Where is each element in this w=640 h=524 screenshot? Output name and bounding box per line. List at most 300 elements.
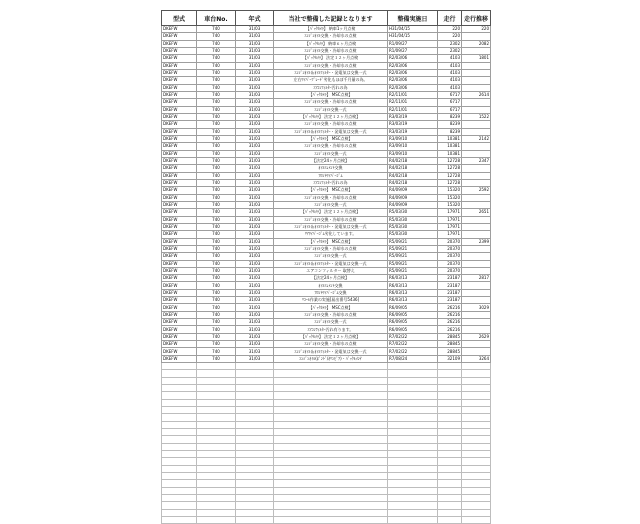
empty-cell (388, 473, 438, 480)
cell-year: 31/03 (236, 194, 274, 201)
cell-chassis-no: 740 (197, 238, 236, 245)
cell-date: R1/09/27 (388, 47, 438, 54)
empty-cell (274, 414, 388, 421)
cell-date: R2/03/06 (388, 69, 438, 76)
empty-cell (462, 436, 491, 443)
empty-cell (438, 487, 462, 494)
empty-cell (438, 451, 462, 458)
cell-mileage: 17971 (438, 216, 462, 223)
cell-mileage-delta: 2082 (462, 40, 491, 47)
cell-model: DKEFW (162, 77, 197, 84)
cell-model: DKEFW (162, 62, 197, 69)
cell-chassis-no: 740 (197, 333, 236, 340)
table-row (162, 121, 491, 128)
cell-model: DKEFW (162, 26, 197, 33)
cell-chassis-no: 740 (197, 40, 236, 47)
empty-cell (162, 392, 197, 399)
cell-date: R6/03/13 (388, 297, 438, 304)
table-body (162, 26, 491, 524)
empty-cell (236, 473, 274, 480)
empty-cell (274, 465, 388, 472)
empty-row (162, 399, 491, 406)
cell-mileage-delta: 2592 (462, 187, 491, 194)
table-row (162, 187, 491, 194)
cell-year: 31/03 (236, 55, 274, 62)
cell-mileage: 4103 (438, 77, 462, 84)
cell-chassis-no: 740 (197, 165, 236, 172)
cell-model: DKEFW (162, 348, 197, 355)
cell-year: 31/03 (236, 106, 274, 113)
empty-cell (388, 429, 438, 436)
cell-date: H31/04/15 (388, 26, 438, 33)
empty-cell (162, 516, 197, 523)
cell-model: DKEFW (162, 128, 197, 135)
cell-date: R5/03/30 (388, 231, 438, 238)
cell-model: DKEFW (162, 238, 197, 245)
header-chassis-no: 車台No. (197, 11, 236, 26)
cell-mileage: 15320 (438, 187, 462, 194)
empty-cell (438, 473, 462, 480)
empty-cell (462, 370, 491, 377)
cell-date: R6/03/13 (388, 282, 438, 289)
empty-cell (388, 509, 438, 516)
empty-cell (388, 451, 438, 458)
cell-model: DKEFW (162, 172, 197, 179)
empty-row (162, 495, 491, 502)
empty-cell (162, 451, 197, 458)
empty-cell (197, 495, 236, 502)
cell-year: 31/03 (236, 121, 274, 128)
cell-record: 【ﾊﾞｯｸｶﾒﾗ】 MSC点検】 (274, 238, 388, 245)
empty-cell (462, 458, 491, 465)
cell-year: 31/03 (236, 311, 274, 318)
cell-mileage-delta: 3029 (462, 304, 491, 311)
cell-mileage: 17971 (438, 209, 462, 216)
cell-model: DKEFW (162, 121, 197, 128)
table-row (162, 106, 491, 113)
empty-row (162, 473, 491, 480)
cell-mileage: 10381 (438, 135, 462, 142)
empty-cell (388, 495, 438, 502)
table-row (162, 231, 491, 238)
empty-cell (197, 399, 236, 406)
cell-mileage-delta (462, 341, 491, 348)
cell-date: R6/09/05 (388, 326, 438, 333)
cell-mileage: 26216 (438, 326, 462, 333)
empty-cell (438, 458, 462, 465)
empty-cell (162, 429, 197, 436)
empty-cell (197, 516, 236, 523)
table-row (162, 341, 491, 348)
table-row (162, 150, 491, 157)
cell-mileage: 32109 (438, 355, 462, 362)
cell-mileage-delta (462, 99, 491, 106)
cell-mileage: 23187 (438, 275, 462, 282)
empty-row (162, 465, 491, 472)
cell-year: 31/03 (236, 260, 274, 267)
empty-row (162, 363, 491, 370)
cell-year: 31/03 (236, 187, 274, 194)
table-row (162, 348, 491, 355)
empty-row (162, 509, 491, 516)
cell-mileage-delta (462, 216, 491, 223)
cell-year: 31/03 (236, 326, 274, 333)
cell-mileage: 12728 (438, 179, 462, 186)
empty-cell (462, 377, 491, 384)
cell-mileage: 12728 (438, 165, 462, 172)
cell-model: DKEFW (162, 209, 197, 216)
empty-cell (197, 370, 236, 377)
empty-cell (274, 385, 388, 392)
empty-cell (438, 443, 462, 450)
cell-mileage-delta (462, 165, 491, 172)
empty-cell (274, 443, 388, 450)
cell-record: ｵｲﾙｴﾚﾒﾝﾄ交換 (274, 282, 388, 289)
cell-record: ｴﾝｼﾞﾝｵｲﾙ交換・冷却水の点検 (274, 245, 388, 252)
cell-model: DKEFW (162, 216, 197, 223)
cell-mileage: 20370 (438, 267, 462, 274)
empty-cell (197, 363, 236, 370)
cell-model: DKEFW (162, 319, 197, 326)
cell-mileage: 8239 (438, 121, 462, 128)
empty-cell (162, 399, 197, 406)
cell-model: DKEFW (162, 201, 197, 208)
cell-mileage-delta (462, 297, 491, 304)
cell-mileage: 8239 (438, 113, 462, 120)
table-row (162, 311, 491, 318)
table-row (162, 33, 491, 40)
cell-year: 31/03 (236, 165, 274, 172)
cell-mileage: 8239 (438, 128, 462, 135)
empty-cell (388, 385, 438, 392)
cell-model: DKEFW (162, 231, 197, 238)
cell-model: DKEFW (162, 223, 197, 230)
empty-cell (236, 458, 274, 465)
cell-year: 31/03 (236, 128, 274, 135)
cell-date: R2/03/06 (388, 62, 438, 69)
cell-model: DKEFW (162, 106, 197, 113)
cell-record: 【ﾊﾞｯｸｶﾒﾗ】 法定１２ヶ月点検】 (274, 113, 388, 120)
cell-model: DKEFW (162, 84, 197, 91)
table-row (162, 165, 491, 172)
cell-mileage: 20370 (438, 245, 462, 252)
cell-mileage-delta (462, 128, 491, 135)
empty-cell (162, 377, 197, 384)
empty-cell (162, 465, 197, 472)
cell-mileage-delta (462, 311, 491, 318)
table-row (162, 209, 491, 216)
cell-year: 31/03 (236, 355, 274, 362)
empty-cell (197, 429, 236, 436)
empty-cell (388, 414, 438, 421)
cell-chassis-no: 740 (197, 297, 236, 304)
empty-cell (438, 399, 462, 406)
empty-cell (162, 414, 197, 421)
empty-row (162, 487, 491, 494)
cell-chassis-no: 740 (197, 26, 236, 33)
cell-model: DKEFW (162, 113, 197, 120)
cell-date: R5/09/21 (388, 253, 438, 260)
empty-cell (162, 407, 197, 414)
cell-record: 左右ﾜｲﾊﾟｰﾌﾞﾚｰﾄﾞ劣化もほぼ千月量の為。 (274, 77, 388, 84)
cell-model: DKEFW (162, 253, 197, 260)
header-date: 整備実施日 (388, 11, 438, 26)
header-year: 年式 (236, 11, 274, 26)
table-row (162, 40, 491, 47)
empty-cell (438, 465, 462, 472)
cell-year: 31/03 (236, 40, 274, 47)
empty-cell (274, 370, 388, 377)
cell-date: R5/09/21 (388, 267, 438, 274)
cell-record: ｴｱｺﾝﾌｨﾙﾀｰ汚れ有ります。 (274, 326, 388, 333)
empty-cell (236, 487, 274, 494)
cell-mileage: 26216 (438, 304, 462, 311)
empty-cell (388, 443, 438, 450)
empty-cell (236, 429, 274, 436)
empty-cell (197, 451, 236, 458)
cell-record: ｴﾝｼﾞﾝｵｲﾙ交換・冷却水の点検 (274, 47, 388, 54)
cell-mileage-delta (462, 231, 491, 238)
cell-model: DKEFW (162, 135, 197, 142)
empty-cell (438, 414, 462, 421)
cell-mileage: 17971 (438, 231, 462, 238)
empty-cell (274, 451, 388, 458)
empty-cell (388, 516, 438, 523)
header-mileage: 走行 (438, 11, 462, 26)
cell-date: R4/02/18 (388, 157, 438, 164)
cell-date: R3/03/19 (388, 121, 438, 128)
empty-cell (236, 421, 274, 428)
cell-model: DKEFW (162, 311, 197, 318)
cell-mileage: 4103 (438, 55, 462, 62)
empty-row (162, 407, 491, 414)
table-row (162, 282, 491, 289)
empty-cell (197, 473, 236, 480)
empty-cell (274, 516, 388, 523)
cell-mileage-delta (462, 150, 491, 157)
cell-mileage-delta (462, 267, 491, 274)
cell-record: 【法定24ヶ月点検】 (274, 157, 388, 164)
empty-row (162, 451, 491, 458)
empty-cell (462, 429, 491, 436)
cell-year: 31/03 (236, 150, 274, 157)
empty-cell (236, 399, 274, 406)
cell-date: R6/09/05 (388, 319, 438, 326)
cell-record: ｴﾝｼﾞﾝｵｲﾙ交換一式 (274, 150, 388, 157)
empty-cell (462, 407, 491, 414)
cell-mileage: 23187 (438, 297, 462, 304)
empty-cell (197, 509, 236, 516)
empty-cell (438, 495, 462, 502)
cell-model: DKEFW (162, 40, 197, 47)
empty-row (162, 516, 491, 523)
cell-date: R4/09/09 (388, 201, 438, 208)
cell-date: R3/09/10 (388, 143, 438, 150)
empty-cell (197, 465, 236, 472)
empty-cell (236, 414, 274, 421)
cell-mileage-delta (462, 33, 491, 40)
cell-year: 31/03 (236, 231, 274, 238)
table-row (162, 289, 491, 296)
cell-date: R2/03/06 (388, 84, 438, 91)
cell-chassis-no: 740 (197, 341, 236, 348)
empty-cell (197, 414, 236, 421)
cell-year: 31/03 (236, 33, 274, 40)
cell-record: ﾌﾛﾝﾄﾜｲﾊﾟｰｺﾞﾑ (274, 172, 388, 179)
cell-chassis-no: 740 (197, 267, 236, 274)
maintenance-table (161, 10, 491, 524)
empty-cell (388, 465, 438, 472)
cell-record: 【ﾊﾞｯｸｶﾒﾗ】 MSC点検】 (274, 91, 388, 98)
cell-mileage-delta: 220 (462, 26, 491, 33)
empty-row (162, 458, 491, 465)
cell-date: R2/11/01 (388, 91, 438, 98)
cell-mileage: 220 (438, 26, 462, 33)
cell-year: 31/03 (236, 275, 274, 282)
cell-model: DKEFW (162, 326, 197, 333)
empty-cell (236, 392, 274, 399)
cell-date: R4/09/09 (388, 194, 438, 201)
cell-date: R7/02/22 (388, 341, 438, 348)
cell-date: R7/02/22 (388, 333, 438, 340)
empty-cell (162, 487, 197, 494)
empty-cell (388, 377, 438, 384)
cell-mileage: 4103 (438, 62, 462, 69)
cell-year: 31/03 (236, 62, 274, 69)
cell-record: ｴﾝｼﾞﾝｵｲﾙ交換・冷却水の点検 (274, 121, 388, 128)
cell-model: DKEFW (162, 187, 197, 194)
empty-cell (236, 465, 274, 472)
empty-cell (438, 480, 462, 487)
cell-date: R2/11/01 (388, 99, 438, 106)
empty-row (162, 392, 491, 399)
table-row (162, 113, 491, 120)
cell-mileage-delta (462, 179, 491, 186)
empty-cell (162, 421, 197, 428)
cell-mileage: 28845 (438, 341, 462, 348)
cell-year: 31/03 (236, 304, 274, 311)
cell-model: DKEFW (162, 275, 197, 282)
empty-cell (462, 399, 491, 406)
cell-mileage-delta (462, 326, 491, 333)
empty-cell (438, 370, 462, 377)
empty-cell (388, 421, 438, 428)
cell-year: 31/03 (236, 157, 274, 164)
header-record: 当社で整備した記録となります (274, 11, 388, 26)
cell-mileage-delta (462, 172, 491, 179)
cell-chassis-no: 740 (197, 62, 236, 69)
table-row (162, 128, 491, 135)
empty-cell (388, 502, 438, 509)
cell-mileage-delta (462, 282, 491, 289)
table-row (162, 333, 491, 340)
cell-chassis-no: 740 (197, 282, 236, 289)
cell-date: R6/09/05 (388, 311, 438, 318)
empty-cell (274, 421, 388, 428)
cell-year: 31/03 (236, 267, 274, 274)
cell-mileage-delta (462, 121, 491, 128)
cell-year: 31/03 (236, 319, 274, 326)
cell-chassis-no: 740 (197, 84, 236, 91)
cell-model: DKEFW (162, 69, 197, 76)
empty-cell (438, 385, 462, 392)
cell-mileage: 23187 (438, 282, 462, 289)
cell-record: ｴﾝｼﾞﾝｵｲﾙ交換・冷却水の点検 (274, 62, 388, 69)
empty-row (162, 421, 491, 428)
cell-chassis-no: 740 (197, 260, 236, 267)
cell-chassis-no: 740 (197, 99, 236, 106)
table-row (162, 55, 491, 62)
cell-mileage: 17971 (438, 223, 462, 230)
table-row (162, 216, 491, 223)
empty-cell (438, 509, 462, 516)
cell-mileage-delta: 2347 (462, 157, 491, 164)
empty-cell (438, 363, 462, 370)
cell-model: DKEFW (162, 143, 197, 150)
cell-chassis-no: 740 (197, 348, 236, 355)
cell-date: R6/03/13 (388, 275, 438, 282)
cell-record: ｴﾝｼﾞﾝｵｲﾙ交換・冷却水の点検 (274, 99, 388, 106)
cell-year: 31/03 (236, 99, 274, 106)
cell-year: 31/03 (236, 135, 274, 142)
cell-mileage: 12728 (438, 157, 462, 164)
cell-chassis-no: 740 (197, 304, 236, 311)
cell-model: DKEFW (162, 289, 197, 296)
cell-year: 31/03 (236, 333, 274, 340)
cell-record: ｴｱｺﾝﾌｨﾙﾀｰ汚れの為 (274, 179, 388, 186)
table-row (162, 194, 491, 201)
empty-cell (236, 385, 274, 392)
cell-chassis-no: 740 (197, 326, 236, 333)
cell-record: ｴﾝｼﾞﾝｵｲﾙ交換・冷却水の点検 (274, 143, 388, 150)
cell-date: R6/03/13 (388, 289, 438, 296)
table-row (162, 275, 491, 282)
empty-cell (197, 377, 236, 384)
cell-year: 31/03 (236, 77, 274, 84)
table-row (162, 84, 491, 91)
empty-cell (462, 473, 491, 480)
cell-record: ｴﾝｼﾞﾝｵｲﾙ交換・冷却水の点検 (274, 341, 388, 348)
empty-cell (197, 502, 236, 509)
empty-cell (388, 363, 438, 370)
empty-cell (274, 436, 388, 443)
cell-mileage: 26216 (438, 311, 462, 318)
cell-date: R4/02/18 (388, 165, 438, 172)
cell-date: R2/03/06 (388, 55, 438, 62)
cell-mileage: 26216 (438, 319, 462, 326)
cell-mileage: 15320 (438, 201, 462, 208)
cell-year: 31/03 (236, 238, 274, 245)
cell-date: R3/09/10 (388, 150, 438, 157)
empty-cell (438, 436, 462, 443)
empty-cell (462, 487, 491, 494)
cell-mileage-delta: 2142 (462, 135, 491, 142)
cell-mileage: 20370 (438, 253, 462, 260)
empty-row (162, 436, 491, 443)
empty-cell (162, 385, 197, 392)
empty-row (162, 502, 491, 509)
cell-mileage: 10381 (438, 150, 462, 157)
cell-mileage: 28845 (438, 348, 462, 355)
cell-record: ｴﾝｼﾞﾝｵｲﾙ交換・冷却水の点検 (274, 311, 388, 318)
empty-cell (274, 502, 388, 509)
table-row (162, 62, 491, 69)
cell-date: H31/04/15 (388, 33, 438, 40)
empty-cell (438, 429, 462, 436)
cell-model: DKEFW (162, 333, 197, 340)
cell-record: 【法定24ヶ月点検】 (274, 275, 388, 282)
cell-chassis-no: 740 (197, 55, 236, 62)
